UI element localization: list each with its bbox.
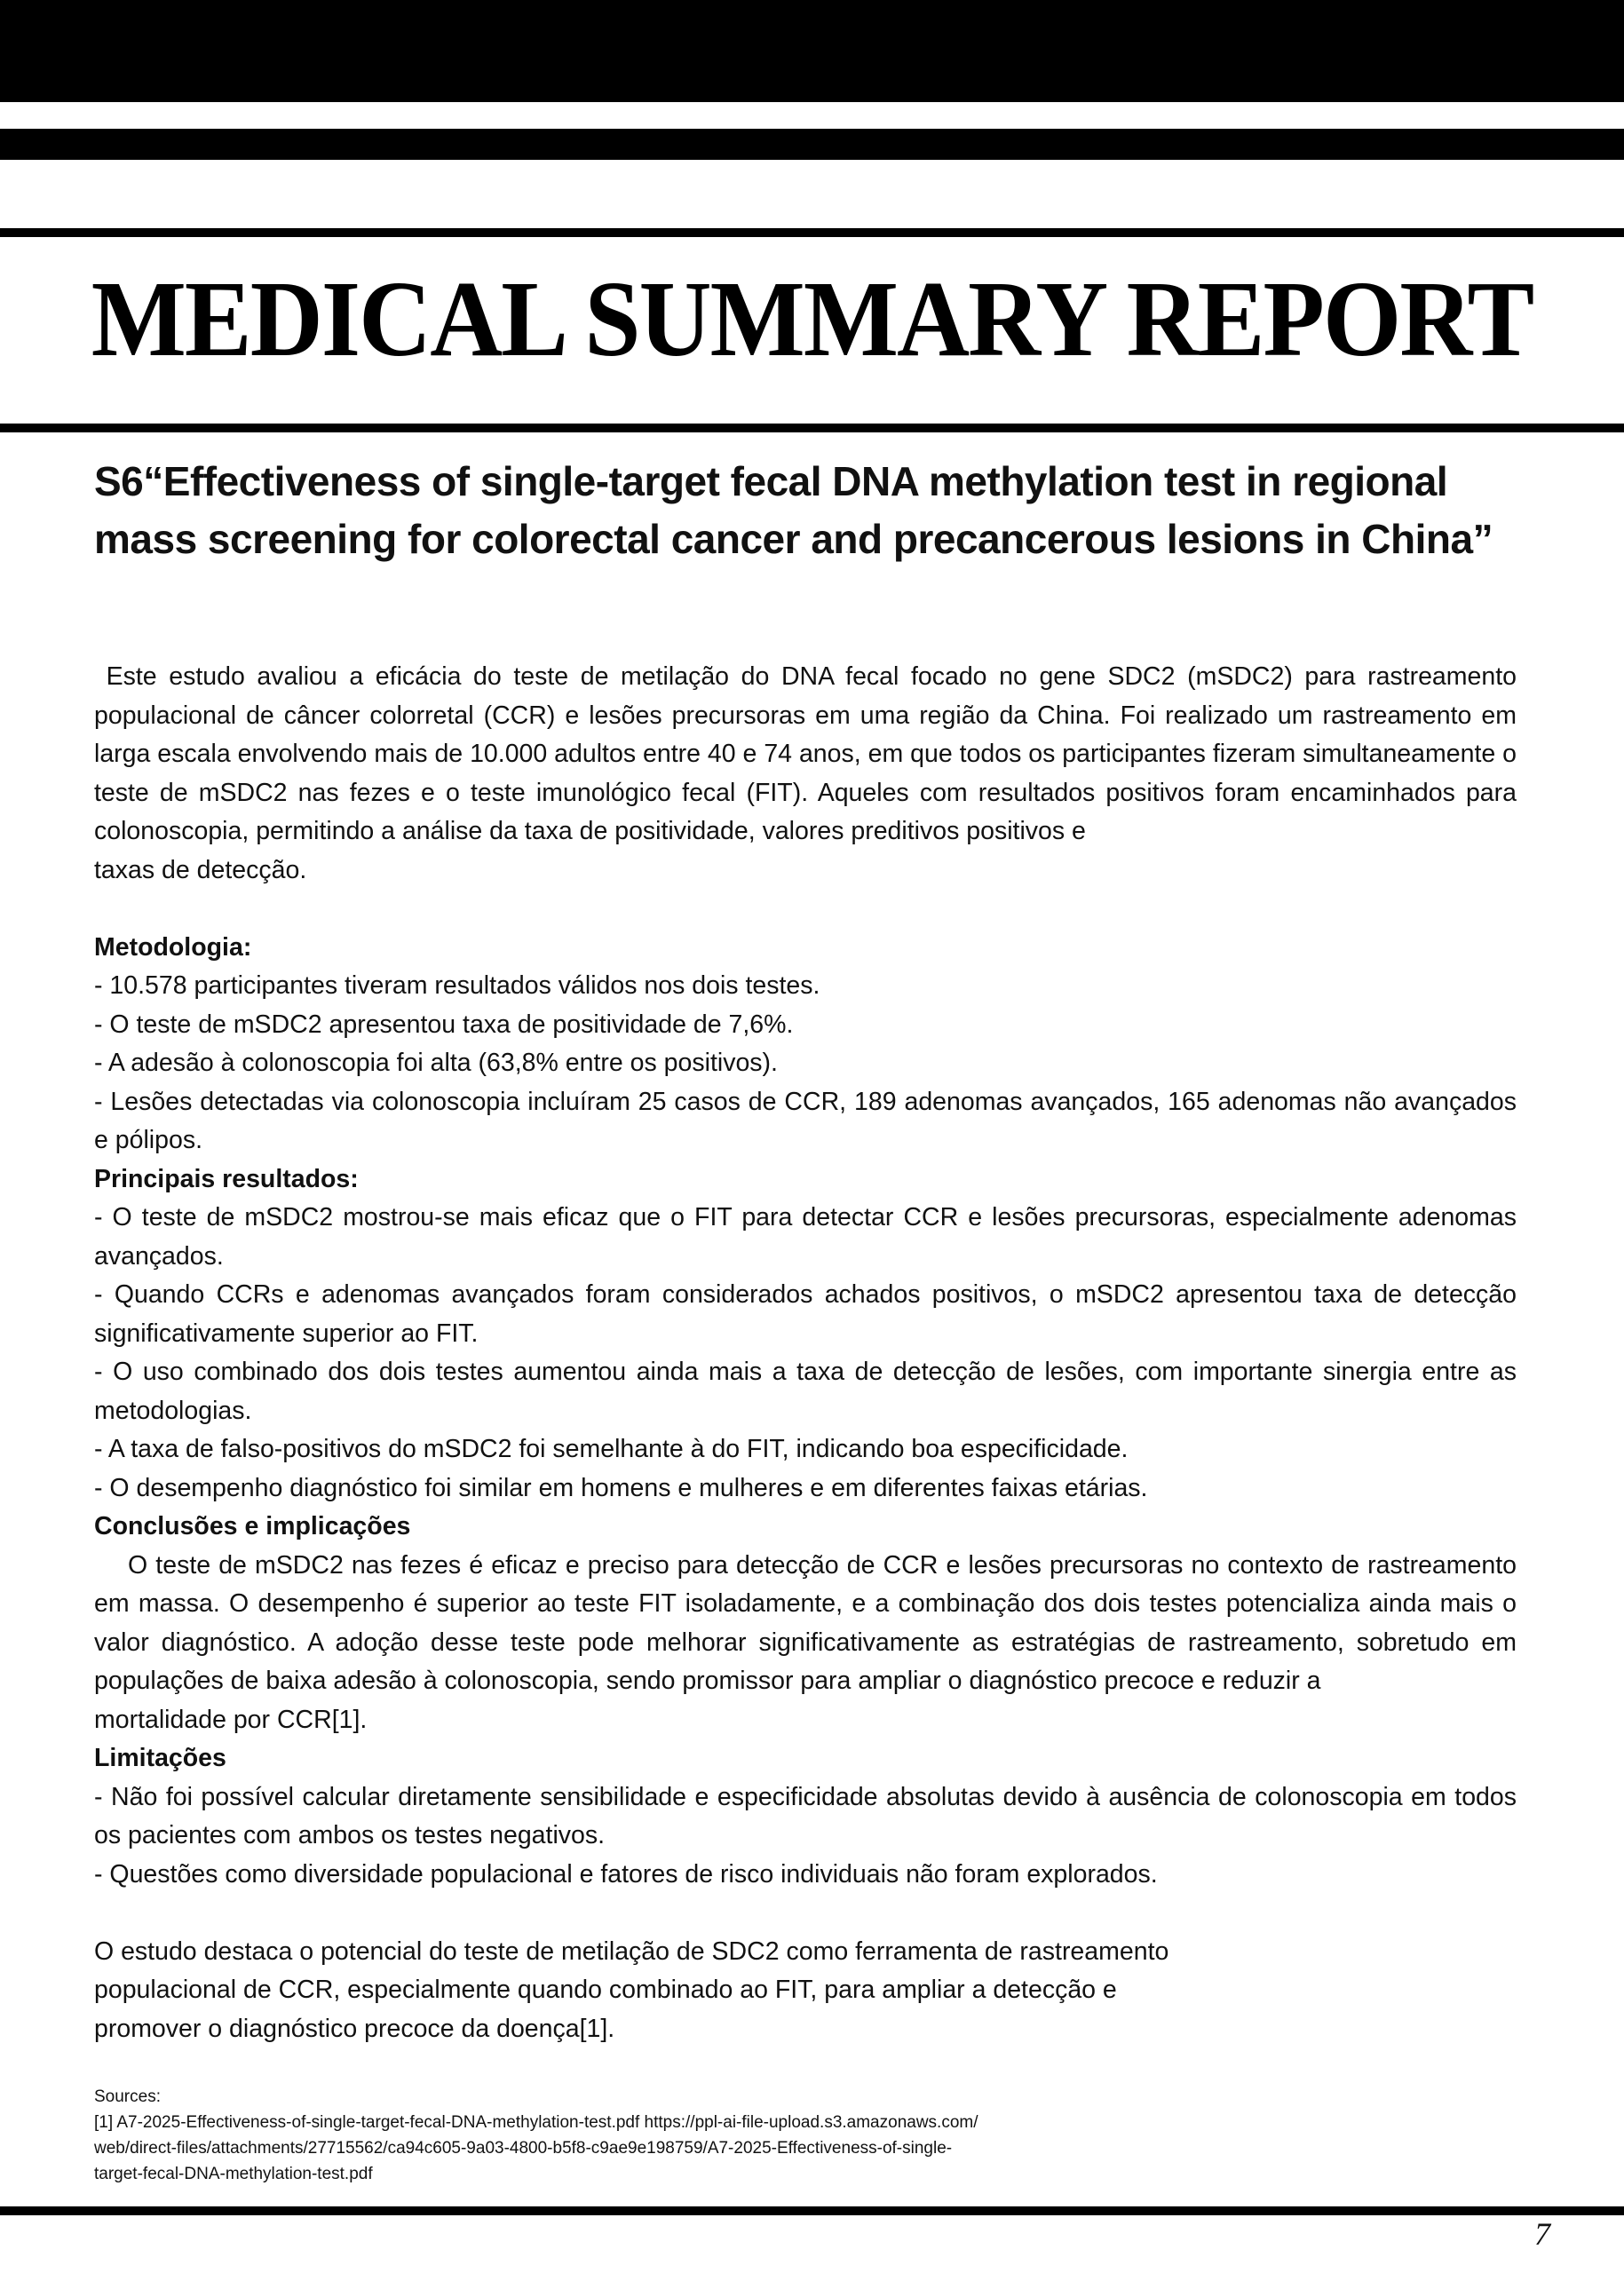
conclusions-paragraph: O teste de mSDC2 nas fezes é eficaz e preciso para detecção de CCR e lesões precursoras no contexto de rastreamento em massa. O desempenho é superior ao teste FIT isoladamente, e a combinação dos dois testes potencializa ainda mais o valor diagnóstico. A adoção desse teste pode melhorar significativamente as estratégias de rastreamento, sobretudo em populações de baixa adesão à colonoscopia, sendo promissor para ampliar o diagnóstico precoce e reduzir a (94, 1550, 1517, 1695)
source-line: [1] A7-2025-Effectiveness-of-single-target-fecal-DNA-methylation-test.pdf https://ppl-ai-file-upload.s3.amazonaws.com/ (94, 2113, 978, 2132)
results-title: Principais resultados: (94, 1164, 359, 1193)
limitations-item: - Questões como diversidade populacional e fatores de risco individuais não foram explorados. (94, 1859, 1158, 1889)
top-band (0, 0, 1624, 102)
sources-label: Sources: (94, 2087, 161, 2106)
article-body (94, 658, 1524, 2048)
closing-line: O estudo destaca o potencial do teste de metilação de SDC2 como ferramenta de rastreamento (94, 1936, 1169, 1966)
page-number: 7 (1534, 2216, 1550, 2252)
conclusions-title: Conclusões e implicações (94, 1512, 411, 1540)
limitations-title: Limitações (94, 1744, 226, 1772)
results-item: - Quando CCRs e adenomas avançados foram considerados achados positivos, o mSDC2 apresentou taxa de detecção significativamente superior ao FIT. (94, 1280, 1517, 1348)
results-item: - O desempenho diagnóstico foi similar em homens e mulheres e em diferentes faixas etárias. (94, 1473, 1148, 1502)
methods-item: - 10.578 participantes tiveram resultados válidos nos dois testes. (94, 971, 820, 1000)
results-item: - O uso combinado dos dois testes aumentou ainda mais a taxa de detecção de lesões, com importante sinergia entre as metodologias. (94, 1358, 1517, 1425)
spacer (94, 1894, 1517, 1933)
sources (94, 2084, 1071, 2187)
top-stripe (0, 129, 1624, 160)
article-heading: S6“Effectiveness of single-target fecal DNA methylation test in regional mass screening for colorectal cancer and precancerous lesions in China” (94, 458, 1493, 562)
source-line: target-fecal-DNA-methylation-test.pdf (94, 2165, 373, 2183)
methods-title: Metodologia: (94, 932, 252, 962)
methods-item: - O teste de mSDC2 apresentou taxa de positividade de 7,6%. (94, 1010, 794, 1039)
intro-paragraph-end: taxas de detecção. (94, 855, 307, 884)
closing-line: promover o diagnóstico precoce da doença[1]. (94, 2014, 615, 2043)
title-rule-bottom (0, 424, 1624, 432)
spacer (94, 890, 1517, 929)
source-line: web/direct-files/attachments/27715562/ca94c605-9a03-4800-b5f8-c9ae9e198759/A7-2025-Effectiveness-of-single- (94, 2139, 953, 2158)
results-item: - O teste de mSDC2 mostrou-se mais eficaz que o FIT para detectar CCR e lesões precursoras, especialmente adenomas avançados. (94, 1203, 1517, 1271)
footer-rule (0, 2206, 1624, 2215)
conclusions-paragraph-end: mortalidade por CCR[1]. (94, 1705, 368, 1734)
limitations-item: - Não foi possível calcular diretamente sensibilidade e especificidade absolutas devido à ausência de colonoscopia em todos os pacientes com ambos os testes negativos. (94, 1782, 1517, 1849)
title-rule-top (0, 228, 1624, 237)
report-title: MEDICAL SUMMARY REPORT (91, 259, 1533, 379)
intro-paragraph: Este estudo avaliou a eficácia do teste de metilação do DNA fecal focado no gene SDC2 (mSDC2) para rastreamento populacional de câncer colorretal (CCR) e lesões precursoras em uma região da China. Foi realizado um rastreamento em larga escala envolvendo mais de 10.000 adultos entre 40 e 74 anos, em que todos os participantes fizeram simultaneamente o teste de mSDC2 nas fezes e o teste imunológico fecal (FIT). Aqueles com resultados positivos foram encaminhados para colonoscopia, permitindo a análise da taxa de positividade, valores preditivos positivos e (94, 662, 1524, 845)
results-item: - A taxa de falso-positivos do mSDC2 foi semelhante à do FIT, indicando boa especificidade. (94, 1435, 1129, 1463)
closing-line: populacional de CCR, especialmente quando combinado ao FIT, para ampliar a detecção e (94, 1976, 1117, 2004)
methods-item: - A adesão à colonoscopia foi alta (63,8% entre os positivos). (94, 1049, 778, 1077)
methods-item: - Lesões detectadas via colonoscopia incluíram 25 casos de CCR, 189 adenomas avançados, 165 adenomas não avançados e pólipos. (94, 1087, 1517, 1154)
